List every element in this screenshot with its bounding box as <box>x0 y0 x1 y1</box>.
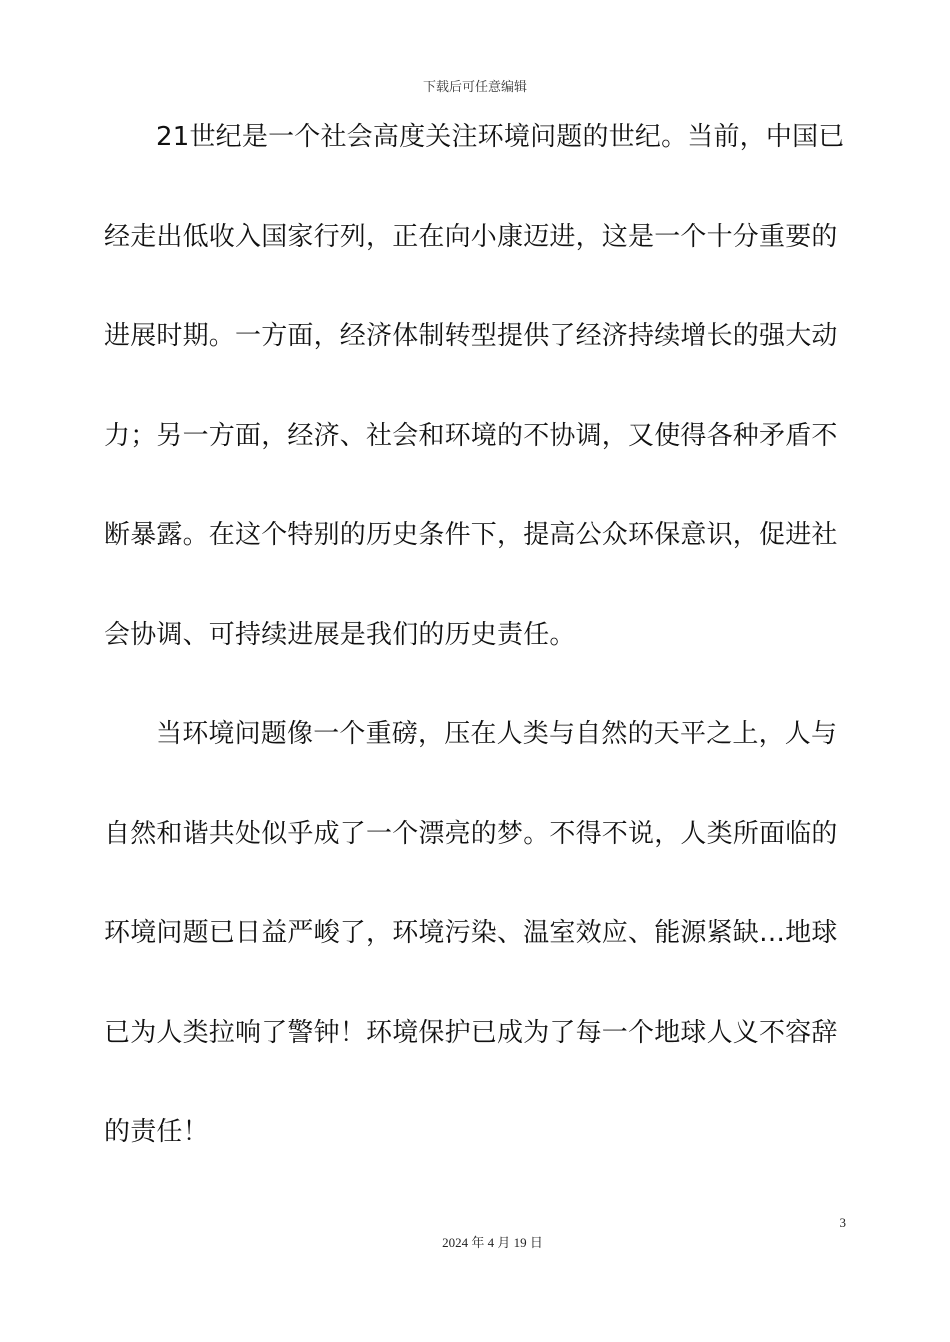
paragraph-2-line-5: 的责任！ <box>104 1117 209 1147</box>
paragraph-1-line-3: 进展时期。一方面，经济体制转型提供了经济持续增长的强大动 <box>104 321 838 351</box>
paragraph-1-line-6: 会协调、可持续进展是我们的历史责任。 <box>104 619 576 650</box>
page-number: 3 <box>839 1215 846 1230</box>
paragraph-1-line-1: 21世纪是一个社会高度关注环境问题的世纪。当前，中国已 <box>156 122 845 152</box>
paragraph-2-line-3: 环境问题已日益严峻了，环境污染、温室效应、能源紧缺…地球 <box>104 918 838 948</box>
paragraph-1-line-2: 经走出低收入国家行列，正在向小康迈进，这是一个十分重要的 <box>104 221 838 252</box>
paragraph-2-line-4: 已为人类拉响了警钟！环境保护已成为了每一个地球人义不容辞 <box>104 1017 838 1048</box>
paragraph-2-line-2: 自然和谐共处似乎成了一个漂亮的梦。不得不说，人类所面临的 <box>104 818 838 849</box>
footer-date: 2024 年 4 月 19 日 <box>442 1235 543 1250</box>
paragraph-1-line-4: 力；另一方面，经济、社会和环境的不协调，又使得各种矛盾不 <box>104 420 838 451</box>
document-body <box>104 108 848 1203</box>
page-header: 下载后可任意编辑 <box>422 80 527 95</box>
paragraph-1-line-5: 断暴露。在这个特别的历史条件下，提高公众环保意识，促进社 <box>104 520 838 550</box>
paragraph-2-line-1: 当环境问题像一个重磅，压在人类与自然的天平之上，人与 <box>156 719 838 749</box>
